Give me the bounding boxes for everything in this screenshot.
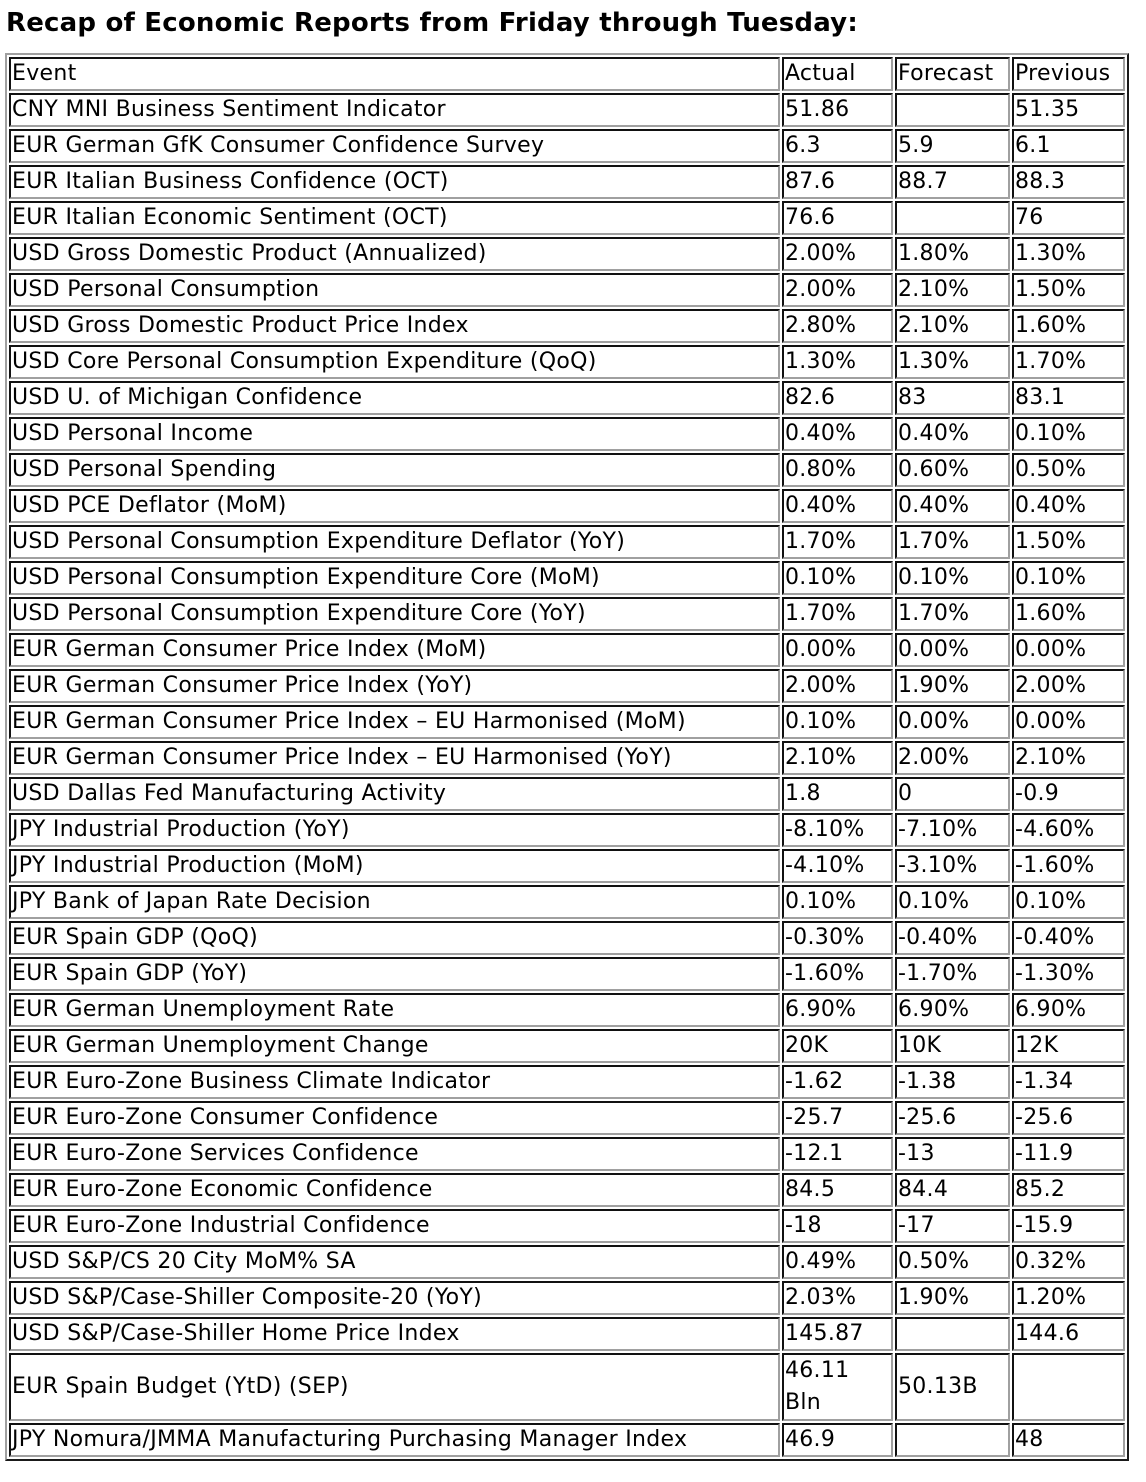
- cell-previous: 85.2: [1012, 1173, 1125, 1207]
- cell-actual: 84.5: [782, 1173, 893, 1207]
- cell-actual: 0.00%: [782, 633, 893, 667]
- cell-forecast: 2.10%: [895, 273, 1010, 307]
- table-row: [9, 93, 1125, 127]
- cell-event: EUR German Unemployment Change: [9, 1029, 780, 1063]
- cell-event: EUR Euro-Zone Consumer Confidence: [9, 1101, 780, 1135]
- table-row: [9, 1423, 1125, 1457]
- cell-event: EUR German Consumer Price Index (YoY): [9, 669, 780, 703]
- table-row: [9, 525, 1125, 559]
- cell-forecast: 1.90%: [895, 669, 1010, 703]
- cell-actual: 20K: [782, 1029, 893, 1063]
- cell-event: EUR Italian Economic Sentiment (OCT): [9, 201, 780, 235]
- cell-actual: 46.11 Bln: [782, 1353, 893, 1421]
- cell-previous: 0.10%: [1012, 417, 1125, 451]
- cell-previous: 2.00%: [1012, 669, 1125, 703]
- cell-event: CNY MNI Business Sentiment Indicator: [9, 93, 780, 127]
- table-row: [9, 777, 1125, 811]
- cell-actual: 0.10%: [782, 705, 893, 739]
- cell-actual: 46.9: [782, 1423, 893, 1457]
- cell-forecast: [895, 93, 1010, 127]
- cell-forecast: 10K: [895, 1029, 1010, 1063]
- cell-actual: -25.7: [782, 1101, 893, 1135]
- cell-previous: 0.10%: [1012, 561, 1125, 595]
- cell-previous: -1.30%: [1012, 957, 1125, 991]
- header-event: Event: [9, 57, 780, 91]
- cell-forecast: [895, 1317, 1010, 1351]
- cell-forecast: 1.90%: [895, 1281, 1010, 1315]
- table-row: [9, 309, 1125, 343]
- cell-forecast: -1.70%: [895, 957, 1010, 991]
- cell-previous: -0.9: [1012, 777, 1125, 811]
- cell-event: EUR Euro-Zone Industrial Confidence: [9, 1209, 780, 1243]
- cell-forecast: 0.40%: [895, 489, 1010, 523]
- table-row: [9, 1065, 1125, 1099]
- cell-event: EUR German Consumer Price Index (MoM): [9, 633, 780, 667]
- cell-previous: 6.1: [1012, 129, 1125, 163]
- table-row: [9, 633, 1125, 667]
- table-row: [9, 201, 1125, 235]
- cell-actual: -1.62: [782, 1065, 893, 1099]
- cell-forecast: 0.00%: [895, 705, 1010, 739]
- cell-forecast: 1.80%: [895, 237, 1010, 271]
- cell-event: USD Personal Consumption Expenditure Core (YoY): [9, 597, 780, 631]
- cell-event: USD S&P/Case-Shiller Home Price Index: [9, 1317, 780, 1351]
- cell-previous: -1.60%: [1012, 849, 1125, 883]
- cell-actual: 0.40%: [782, 417, 893, 451]
- cell-event: EUR Euro-Zone Economic Confidence: [9, 1173, 780, 1207]
- table-row: [9, 381, 1125, 415]
- cell-actual: 1.70%: [782, 597, 893, 631]
- table-row: [9, 1281, 1125, 1315]
- cell-previous: [1012, 1353, 1125, 1421]
- cell-event: EUR Euro-Zone Services Confidence: [9, 1137, 780, 1171]
- table-row: [9, 1245, 1125, 1279]
- cell-forecast: -17: [895, 1209, 1010, 1243]
- cell-previous: 2.10%: [1012, 741, 1125, 775]
- cell-actual: -12.1: [782, 1137, 893, 1171]
- cell-forecast: 1.70%: [895, 525, 1010, 559]
- cell-forecast: 1.70%: [895, 597, 1010, 631]
- cell-actual: 82.6: [782, 381, 893, 415]
- cell-previous: 83.1: [1012, 381, 1125, 415]
- cell-forecast: 1.30%: [895, 345, 1010, 379]
- cell-actual: 0.49%: [782, 1245, 893, 1279]
- header-actual: Actual: [782, 57, 893, 91]
- cell-actual: 6.3: [782, 129, 893, 163]
- cell-actual: 6.90%: [782, 993, 893, 1027]
- cell-actual: 2.00%: [782, 273, 893, 307]
- header-previous: Previous: [1012, 57, 1125, 91]
- cell-event: JPY Nomura/JMMA Manufacturing Purchasing Manager Index: [9, 1423, 780, 1457]
- cell-actual: -4.10%: [782, 849, 893, 883]
- header-forecast: Forecast: [895, 57, 1010, 91]
- cell-forecast: 84.4: [895, 1173, 1010, 1207]
- cell-event: USD Gross Domestic Product (Annualized): [9, 237, 780, 271]
- cell-previous: -0.40%: [1012, 921, 1125, 955]
- cell-actual: 2.03%: [782, 1281, 893, 1315]
- cell-actual: 0.80%: [782, 453, 893, 487]
- cell-actual: 0.40%: [782, 489, 893, 523]
- cell-previous: 6.90%: [1012, 993, 1125, 1027]
- table-row: [9, 849, 1125, 883]
- cell-forecast: -13: [895, 1137, 1010, 1171]
- cell-forecast: 0.50%: [895, 1245, 1010, 1279]
- cell-forecast: 0.10%: [895, 885, 1010, 919]
- cell-event: EUR German Consumer Price Index – EU Harmonised (YoY): [9, 741, 780, 775]
- table-row: [9, 921, 1125, 955]
- cell-event: USD U. of Michigan Confidence: [9, 381, 780, 415]
- table-row: [9, 1137, 1125, 1171]
- table-row: [9, 489, 1125, 523]
- cell-forecast: 50.13B: [895, 1353, 1010, 1421]
- cell-previous: 0.50%: [1012, 453, 1125, 487]
- table-row: [9, 669, 1125, 703]
- table-row: [9, 705, 1125, 739]
- table-row: [9, 741, 1125, 775]
- cell-previous: 144.6: [1012, 1317, 1125, 1351]
- cell-forecast: 2.10%: [895, 309, 1010, 343]
- cell-previous: 12K: [1012, 1029, 1125, 1063]
- cell-event: USD S&P/Case-Shiller Composite-20 (YoY): [9, 1281, 780, 1315]
- cell-actual: 2.10%: [782, 741, 893, 775]
- cell-event: USD Personal Consumption: [9, 273, 780, 307]
- economic-reports-table: [5, 53, 1129, 1461]
- cell-actual: 2.80%: [782, 309, 893, 343]
- table-row: [9, 1353, 1125, 1421]
- cell-actual: 0.10%: [782, 885, 893, 919]
- cell-event: EUR Spain GDP (YoY): [9, 957, 780, 991]
- cell-event: EUR Spain GDP (QoQ): [9, 921, 780, 955]
- cell-event: EUR German GfK Consumer Confidence Survey: [9, 129, 780, 163]
- cell-previous: -25.6: [1012, 1101, 1125, 1135]
- cell-actual: -1.60%: [782, 957, 893, 991]
- cell-previous: 51.35: [1012, 93, 1125, 127]
- cell-actual: -0.30%: [782, 921, 893, 955]
- cell-event: EUR Spain Budget (YtD) (SEP): [9, 1353, 780, 1421]
- cell-event: USD Personal Spending: [9, 453, 780, 487]
- cell-previous: 1.50%: [1012, 273, 1125, 307]
- cell-forecast: 88.7: [895, 165, 1010, 199]
- table-row: [9, 1317, 1125, 1351]
- cell-forecast: -25.6: [895, 1101, 1010, 1135]
- table-row: [9, 885, 1125, 919]
- cell-actual: 145.87: [782, 1317, 893, 1351]
- cell-actual: 1.30%: [782, 345, 893, 379]
- table-row: [9, 1101, 1125, 1135]
- cell-forecast: 5.9: [895, 129, 1010, 163]
- cell-forecast: 0: [895, 777, 1010, 811]
- cell-previous: 1.60%: [1012, 309, 1125, 343]
- cell-previous: 76: [1012, 201, 1125, 235]
- table-row: [9, 813, 1125, 847]
- cell-forecast: 0.40%: [895, 417, 1010, 451]
- cell-event: USD Personal Income: [9, 417, 780, 451]
- cell-previous: 88.3: [1012, 165, 1125, 199]
- cell-previous: -11.9: [1012, 1137, 1125, 1171]
- cell-forecast: 0.10%: [895, 561, 1010, 595]
- cell-actual: 2.00%: [782, 237, 893, 271]
- cell-forecast: 6.90%: [895, 993, 1010, 1027]
- cell-event: USD Core Personal Consumption Expenditure (QoQ): [9, 345, 780, 379]
- table-row: [9, 273, 1125, 307]
- table-row: [9, 453, 1125, 487]
- cell-event: USD Personal Consumption Expenditure Core (MoM): [9, 561, 780, 595]
- cell-event: EUR German Unemployment Rate: [9, 993, 780, 1027]
- cell-previous: 0.00%: [1012, 705, 1125, 739]
- cell-forecast: -1.38: [895, 1065, 1010, 1099]
- table-row: [9, 993, 1125, 1027]
- cell-previous: -4.60%: [1012, 813, 1125, 847]
- cell-actual: 51.86: [782, 93, 893, 127]
- cell-event: USD Dallas Fed Manufacturing Activity: [9, 777, 780, 811]
- cell-forecast: -7.10%: [895, 813, 1010, 847]
- cell-forecast: -3.10%: [895, 849, 1010, 883]
- table-header-row: [9, 57, 1125, 91]
- cell-forecast: 0.00%: [895, 633, 1010, 667]
- table-row: [9, 957, 1125, 991]
- cell-event: USD PCE Deflator (MoM): [9, 489, 780, 523]
- cell-forecast: 83: [895, 381, 1010, 415]
- cell-event: JPY Industrial Production (MoM): [9, 849, 780, 883]
- cell-event: JPY Industrial Production (YoY): [9, 813, 780, 847]
- cell-event: EUR Italian Business Confidence (OCT): [9, 165, 780, 199]
- cell-forecast: 0.60%: [895, 453, 1010, 487]
- cell-forecast: [895, 201, 1010, 235]
- cell-event: USD Personal Consumption Expenditure Deflator (YoY): [9, 525, 780, 559]
- cell-actual: 1.8: [782, 777, 893, 811]
- cell-forecast: [895, 1423, 1010, 1457]
- table-row: [9, 165, 1125, 199]
- table-row: [9, 1173, 1125, 1207]
- table-row: [9, 237, 1125, 271]
- cell-actual: 76.6: [782, 201, 893, 235]
- cell-previous: 1.70%: [1012, 345, 1125, 379]
- cell-event: JPY Bank of Japan Rate Decision: [9, 885, 780, 919]
- table-row: [9, 417, 1125, 451]
- cell-event: EUR German Consumer Price Index – EU Harmonised (MoM): [9, 705, 780, 739]
- table-row: [9, 129, 1125, 163]
- cell-previous: -1.34: [1012, 1065, 1125, 1099]
- cell-forecast: 2.00%: [895, 741, 1010, 775]
- cell-previous: 1.60%: [1012, 597, 1125, 631]
- cell-previous: -15.9: [1012, 1209, 1125, 1243]
- table-row: [9, 345, 1125, 379]
- cell-forecast: -0.40%: [895, 921, 1010, 955]
- cell-previous: 0.32%: [1012, 1245, 1125, 1279]
- table-row: [9, 561, 1125, 595]
- cell-previous: 1.30%: [1012, 237, 1125, 271]
- cell-previous: 1.20%: [1012, 1281, 1125, 1315]
- cell-event: EUR Euro-Zone Business Climate Indicator: [9, 1065, 780, 1099]
- cell-actual: -18: [782, 1209, 893, 1243]
- cell-previous: 0.00%: [1012, 633, 1125, 667]
- page-title: Recap of Economic Reports from Friday through Tuesday:: [6, 8, 858, 38]
- cell-previous: 0.10%: [1012, 885, 1125, 919]
- cell-actual: 0.10%: [782, 561, 893, 595]
- table-row: [9, 1029, 1125, 1063]
- cell-actual: 2.00%: [782, 669, 893, 703]
- cell-previous: 0.40%: [1012, 489, 1125, 523]
- cell-actual: -8.10%: [782, 813, 893, 847]
- table-row: [9, 597, 1125, 631]
- table-row: [9, 1209, 1125, 1243]
- cell-previous: 1.50%: [1012, 525, 1125, 559]
- cell-event: USD Gross Domestic Product Price Index: [9, 309, 780, 343]
- cell-actual: 87.6: [782, 165, 893, 199]
- cell-event: USD S&P/CS 20 City MoM% SA: [9, 1245, 780, 1279]
- cell-previous: 48: [1012, 1423, 1125, 1457]
- cell-actual: 1.70%: [782, 525, 893, 559]
